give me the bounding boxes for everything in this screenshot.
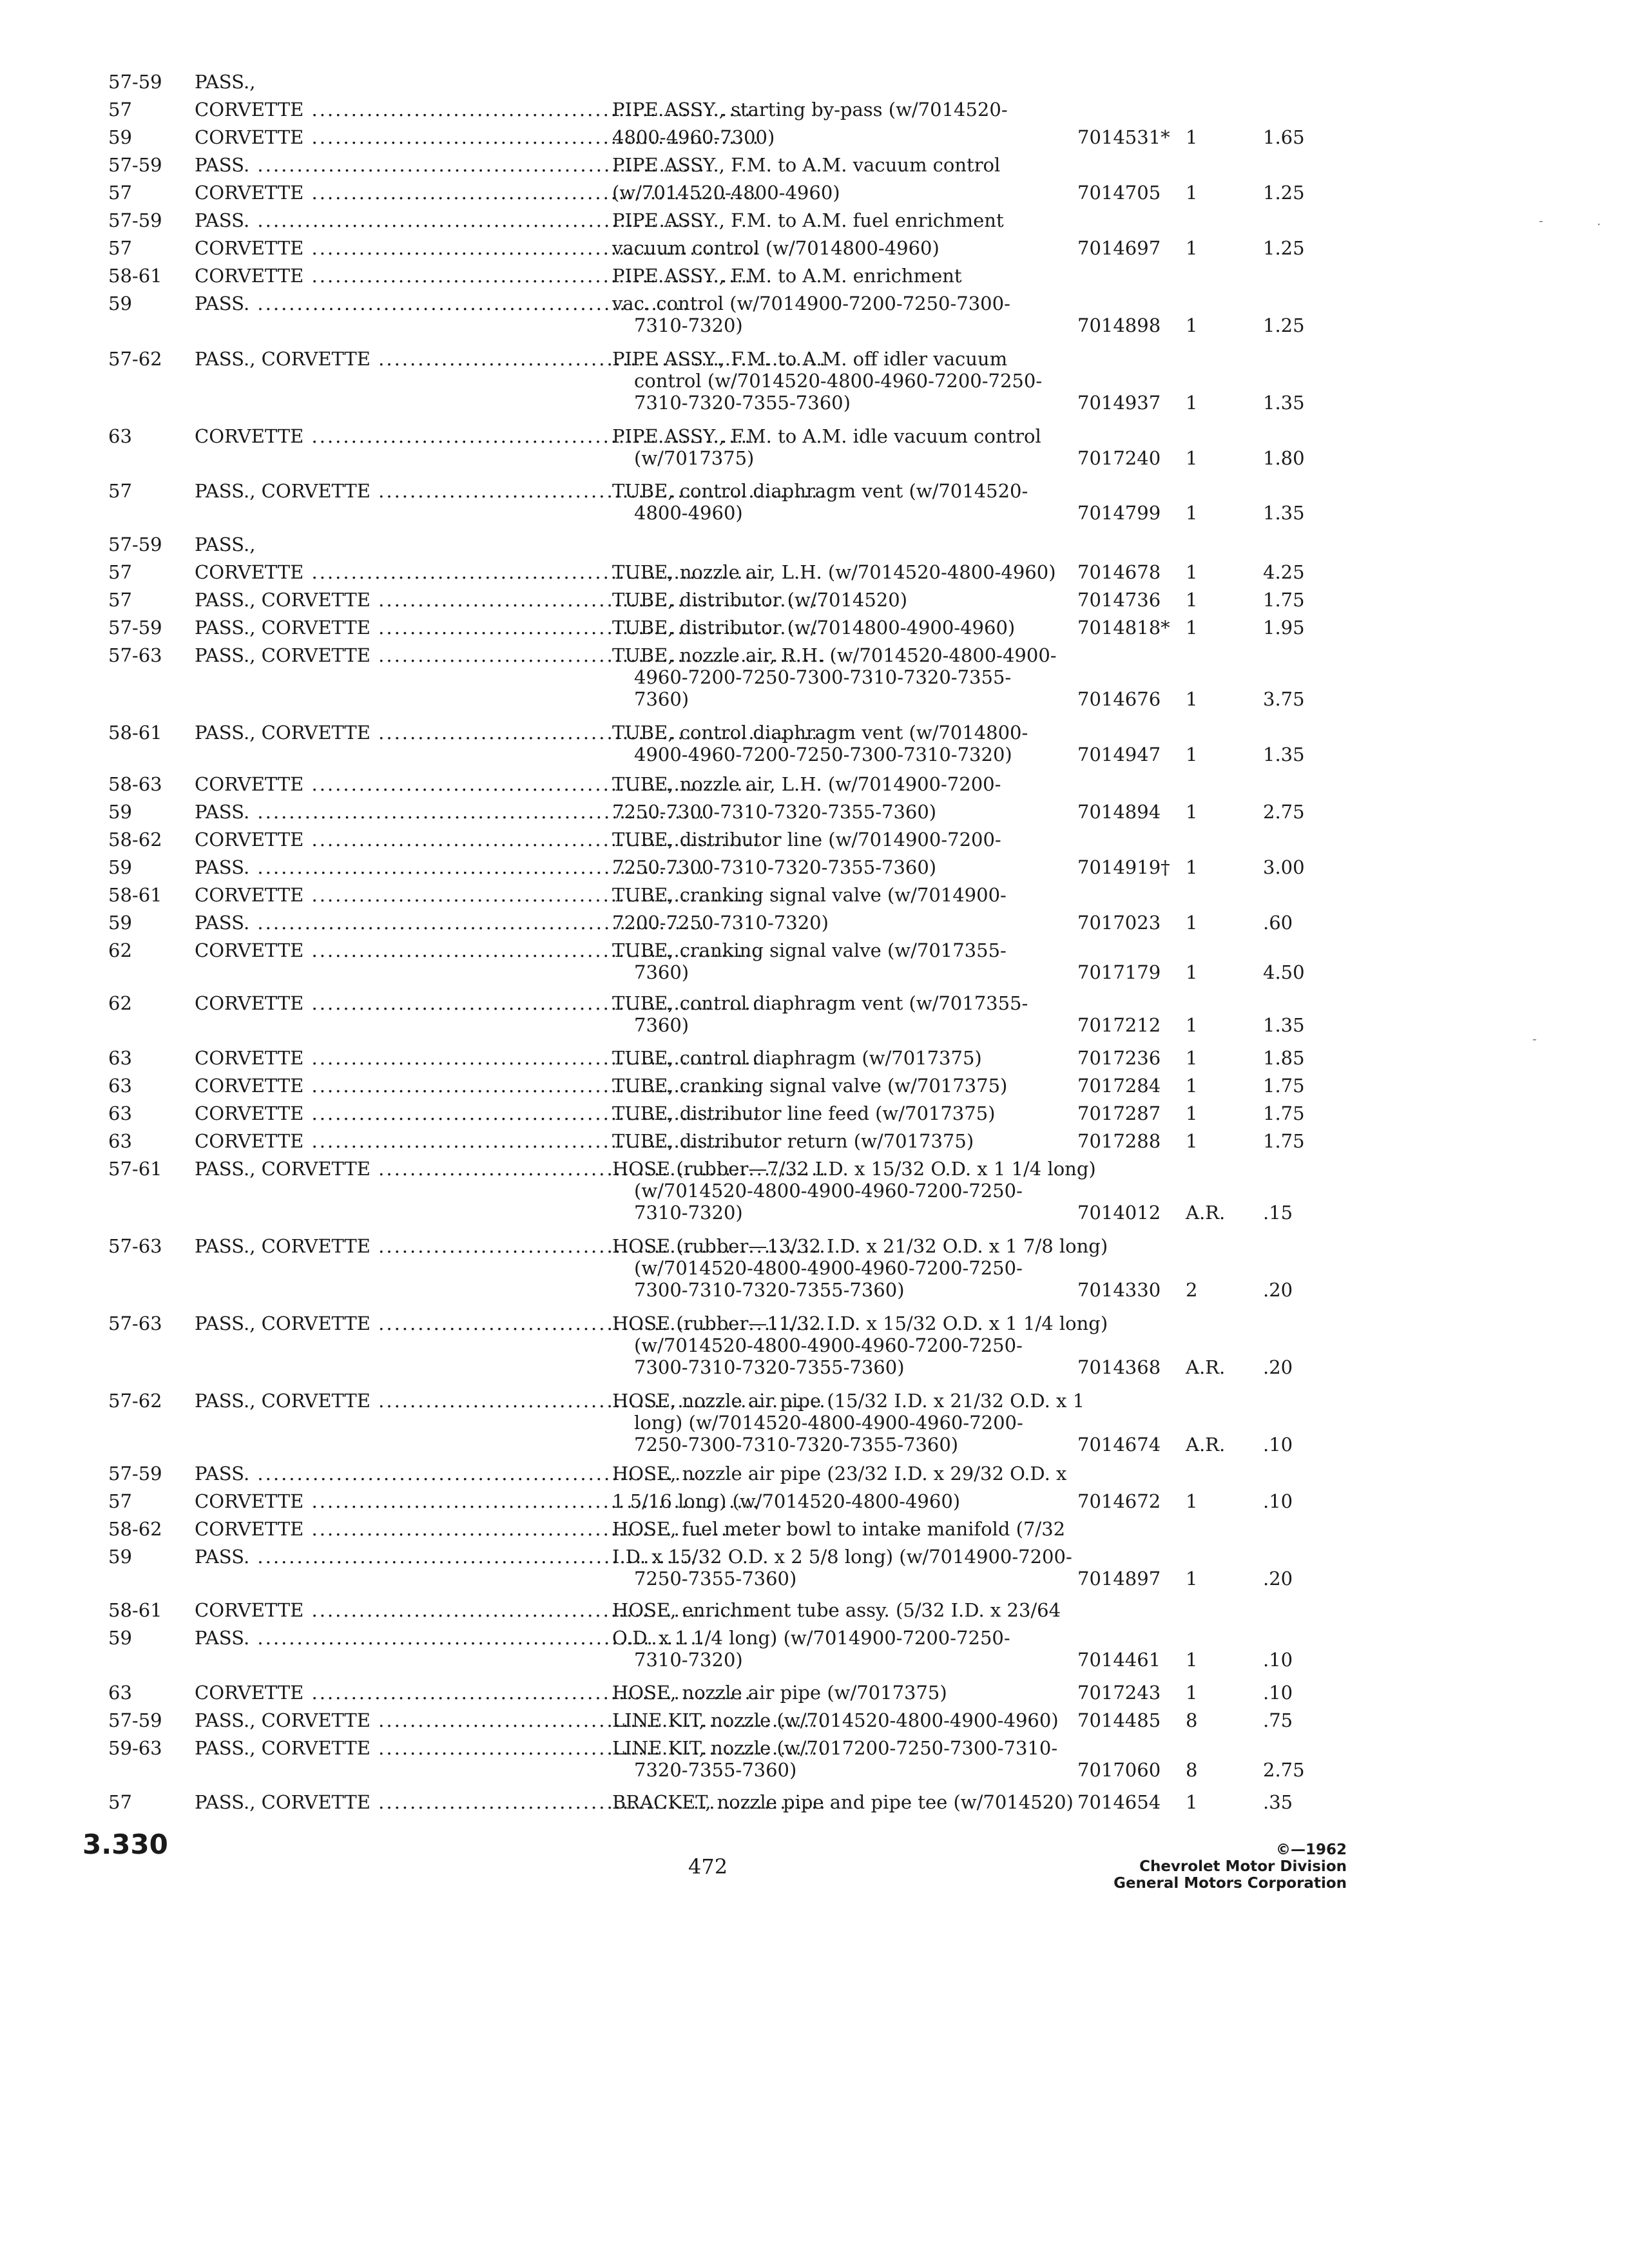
part-number: 7014654 [1077, 1791, 1161, 1813]
year-range: 59 [108, 856, 132, 878]
year-range: 57-59 [108, 1463, 162, 1485]
year-range: 57-59 [108, 1709, 162, 1731]
quantity: 1 [1186, 617, 1198, 639]
model-name: PASS., CORVETTE ..... [195, 1791, 827, 1813]
model-name: CORVETTE ..... [195, 1047, 760, 1069]
part-number: 7014799 [1077, 502, 1161, 524]
model-name: CORVETTE ..... [195, 126, 760, 148]
year-range: 58-61 [108, 265, 162, 287]
model-name: CORVETTE ..... [195, 237, 760, 259]
price: 3.00 [1263, 856, 1305, 878]
price: .20 [1263, 1356, 1293, 1378]
year-range: 57 [108, 237, 132, 259]
part-description-line: vac. control (w/7014900-7200-7250-7300- [612, 293, 1010, 314]
part-description-line: HOSE (rubber—13/32 I.D. x 21/32 O.D. x 1 7/8 long) [612, 1235, 1108, 1257]
year-range: 58-61 [108, 722, 162, 744]
part-description-line: HOSE (rubber—7/32 I.D. x 15/32 O.D. x 1 1/4 long) [612, 1158, 1096, 1180]
part-number: 7017240 [1077, 447, 1161, 469]
model-name: PASS., CORVETTE ..... [195, 722, 827, 744]
quantity: 1 [1186, 1490, 1198, 1512]
model-name: PASS. ..... [195, 801, 706, 823]
year-range: 63 [108, 1130, 132, 1152]
scan-speck: - [1539, 213, 1543, 228]
year-range: 59 [108, 126, 132, 148]
model-name: CORVETTE ..... [195, 1518, 760, 1540]
model-name: CORVETTE ..... [195, 1102, 760, 1124]
model-name: PASS. ..... [195, 856, 706, 878]
year-range: 57-59 [108, 71, 162, 93]
part-number: 7017236 [1077, 1047, 1161, 1069]
quantity: A.R. [1186, 1356, 1226, 1378]
part-number: 7014674 [1077, 1434, 1161, 1456]
part-description-line: 4900-4960-7200-7250-7300-7310-7320) [634, 744, 1012, 765]
year-range: 57 [108, 182, 132, 204]
part-number: 7017288 [1077, 1130, 1161, 1152]
price: 1.25 [1263, 237, 1305, 259]
price: 1.35 [1263, 1014, 1305, 1036]
year-range: 59 [108, 293, 132, 314]
part-number: 7017023 [1077, 912, 1161, 934]
model-name: CORVETTE ..... [195, 884, 760, 906]
part-number: 7014919† [1077, 856, 1170, 878]
quantity: A.R. [1186, 1202, 1226, 1224]
part-description-line: HOSE (rubber—11/32 I.D. x 15/32 O.D. x 1 1/4 long) [612, 1312, 1108, 1334]
part-description-line: 7200-7250-7310-7320) [612, 912, 829, 934]
part-description-line: 4960-7200-7250-7300-7310-7320-7355- [634, 666, 1012, 688]
part-number: 7014947 [1077, 744, 1161, 765]
part-description-line: vacuum control (w/7014800-4960) [612, 237, 940, 259]
part-description-line: 4800-4960-7300) [612, 126, 775, 148]
model-name: CORVETTE ..... [195, 1130, 760, 1152]
part-description-line: BRACKET, nozzle pipe and pipe tee (w/7014520) [612, 1791, 1074, 1813]
part-description-line: TUBE, cranking signal valve (w/7017355- [612, 939, 1007, 961]
quantity: 1 [1186, 1075, 1198, 1097]
part-description-line: TUBE, cranking signal valve (w/7017375) [612, 1075, 1008, 1097]
part-description-line: 7310-7320) [634, 1649, 743, 1671]
quantity: 2 [1186, 1279, 1198, 1301]
part-description-line: TUBE, control diaphragm (w/7017375) [612, 1047, 982, 1069]
part-number: 7014678 [1077, 561, 1161, 583]
year-range: 57-62 [108, 1390, 162, 1412]
part-description-line: 1 5/16 long) (w/7014520-4800-4960) [612, 1490, 961, 1512]
year-range: 59-63 [108, 1737, 162, 1759]
part-number: 7014897 [1077, 1568, 1161, 1590]
model-name: PASS., [195, 71, 256, 93]
model-name: PASS., CORVETTE ..... [195, 1235, 827, 1257]
quantity: 1 [1186, 1568, 1198, 1590]
section-number: 3.330 [82, 1829, 168, 1860]
part-number: 7014368 [1077, 1356, 1161, 1378]
model-name: PASS., CORVETTE ..... [195, 1390, 827, 1412]
model-name: CORVETTE ..... [195, 182, 760, 204]
part-description-line: TUBE, control diaphragm vent (w/7014520- [612, 480, 1028, 502]
year-range: 57-59 [108, 533, 162, 555]
price: .35 [1263, 1791, 1293, 1813]
quantity: 1 [1186, 1047, 1198, 1069]
part-description-line: HOSE, enrichment tube assy. (5/32 I.D. x 23/64 [612, 1599, 1061, 1621]
copyright-notice: ©—1962 [1275, 1841, 1347, 1858]
year-range: 57-59 [108, 209, 162, 231]
price: 1.35 [1263, 744, 1305, 765]
year-range: 59 [108, 912, 132, 934]
part-description-line: control (w/7014520-4800-4960-7200-7250- [634, 370, 1043, 392]
year-range: 58-63 [108, 773, 162, 795]
quantity: 1 [1186, 912, 1198, 934]
model-name: PASS. ..... [195, 154, 706, 176]
part-description-line: 7310-7320) [634, 314, 743, 336]
model-name: PASS., [195, 533, 256, 555]
quantity: 1 [1186, 1791, 1198, 1813]
price: 1.80 [1263, 447, 1305, 469]
quantity: A.R. [1186, 1434, 1226, 1456]
quantity: 1 [1186, 126, 1198, 148]
part-number: 7017284 [1077, 1075, 1161, 1097]
quantity: 1 [1186, 688, 1198, 710]
part-description-line: 7250-7300-7310-7320-7355-7360) [612, 856, 937, 878]
part-description-line: TUBE, distributor return (w/7017375) [612, 1130, 974, 1152]
quantity: 1 [1186, 961, 1198, 983]
year-range: 59 [108, 1546, 132, 1568]
scan-speck: · [1597, 216, 1601, 232]
part-description-line: HOSE, nozzle air pipe (w/7017375) [612, 1682, 947, 1704]
part-description-line: HOSE, nozzle air pipe (15/32 I.D. x 21/32 O.D. x 1 [612, 1390, 1085, 1412]
year-range: 57 [108, 480, 132, 502]
quantity: 1 [1186, 502, 1198, 524]
model-name: CORVETTE ..... [195, 773, 760, 795]
part-description-line: long) (w/7014520-4800-4900-4960-7200- [634, 1412, 1023, 1434]
quantity: 1 [1186, 589, 1198, 611]
quantity: 1 [1186, 1130, 1198, 1152]
quantity: 1 [1186, 1102, 1198, 1124]
part-number: 7014531* [1077, 126, 1170, 148]
quantity: 1 [1186, 1014, 1198, 1036]
division-name: Chevrolet Motor Division [1139, 1858, 1347, 1875]
part-number: 7014012 [1077, 1202, 1161, 1224]
quantity: 1 [1186, 801, 1198, 823]
price: 1.25 [1263, 314, 1305, 336]
year-range: 63 [108, 1102, 132, 1124]
part-description-line: TUBE, distributor line (w/7014900-7200- [612, 829, 1001, 850]
part-number: 7014330 [1077, 1279, 1161, 1301]
model-name: CORVETTE ..... [195, 99, 760, 120]
part-description-line: 7250-7300-7310-7320-7355-7360) [634, 1434, 959, 1456]
part-description-line: 7300-7310-7320-7355-7360) [634, 1279, 905, 1301]
year-range: 63 [108, 1075, 132, 1097]
model-name: CORVETTE ..... [195, 1490, 760, 1512]
part-description-line: (w/7014520-4800-4960) [612, 182, 840, 204]
model-name: CORVETTE ..... [195, 265, 760, 287]
part-description-line: 7310-7320) [634, 1202, 743, 1224]
part-description-line: TUBE, distributor (w/7014520) [612, 589, 908, 611]
price: .20 [1263, 1279, 1293, 1301]
price: .10 [1263, 1434, 1293, 1456]
quantity: 8 [1186, 1709, 1198, 1731]
year-range: 62 [108, 992, 132, 1014]
part-description-line: (w/7014520-4800-4900-4960-7200-7250- [634, 1257, 1023, 1279]
part-description-line: LINE KIT, nozzle (w/7017200-7250-7300-7310- [612, 1737, 1058, 1759]
quantity: 1 [1186, 561, 1198, 583]
price: 1.35 [1263, 502, 1305, 524]
model-name: CORVETTE ..... [195, 1075, 760, 1097]
part-description-line: I.D. x 15/32 O.D. x 2 5/8 long) (w/7014900-7200- [612, 1546, 1072, 1568]
quantity: 1 [1186, 744, 1198, 765]
model-name: PASS., CORVETTE ..... [195, 1158, 827, 1180]
year-range: 57-63 [108, 1235, 162, 1257]
part-number: 7014736 [1077, 589, 1161, 611]
year-range: 58-61 [108, 884, 162, 906]
part-description-line: O.D. x 1 1/4 long) (w/7014900-7200-7250- [612, 1627, 1010, 1649]
price: .15 [1263, 1202, 1293, 1224]
year-range: 57-62 [108, 348, 162, 370]
part-description-line: 7300-7310-7320-7355-7360) [634, 1356, 905, 1378]
part-description-line: PIPE ASSY., F.M. to A.M. vacuum control [612, 154, 1001, 176]
price: 1.75 [1263, 1102, 1305, 1124]
year-range: 57 [108, 589, 132, 611]
model-name: PASS., CORVETTE ..... [195, 1737, 827, 1759]
year-range: 58-61 [108, 1599, 162, 1621]
part-number: 7014461 [1077, 1649, 1161, 1671]
year-range: 58-62 [108, 1518, 162, 1540]
year-range: 57-61 [108, 1158, 162, 1180]
price: 4.50 [1263, 961, 1305, 983]
model-name: PASS. ..... [195, 293, 706, 314]
model-name: CORVETTE ..... [195, 992, 760, 1014]
price: 1.35 [1263, 392, 1305, 414]
part-description-line: PIPE ASSY., F.M. to A.M. enrichment [612, 265, 962, 287]
quantity: 1 [1186, 392, 1198, 414]
model-name: CORVETTE ..... [195, 1599, 760, 1621]
model-name: PASS., CORVETTE ..... [195, 617, 827, 639]
part-description-line: TUBE, cranking signal valve (w/7014900- [612, 884, 1007, 906]
part-description-line: HOSE, nozzle air pipe (23/32 I.D. x 29/32 O.D. x [612, 1463, 1067, 1485]
model-name: PASS., CORVETTE ..... [195, 348, 827, 370]
price: 1.75 [1263, 1075, 1305, 1097]
year-range: 57 [108, 561, 132, 583]
scan-speck: - [1532, 1031, 1537, 1046]
model-name: PASS. ..... [195, 1546, 706, 1568]
year-range: 57 [108, 1490, 132, 1512]
price: .10 [1263, 1490, 1293, 1512]
part-description-line: 4800-4960) [634, 502, 743, 524]
year-range: 57 [108, 99, 132, 120]
part-number: 7014898 [1077, 314, 1161, 336]
page-number: 472 [688, 1854, 728, 1879]
model-name: CORVETTE ..... [195, 939, 760, 961]
price: .20 [1263, 1568, 1293, 1590]
year-range: 63 [108, 1047, 132, 1069]
quantity: 1 [1186, 237, 1198, 259]
part-description-line: LINE KIT, nozzle (w/7014520-4800-4900-4960) [612, 1709, 1059, 1731]
price: 1.75 [1263, 1130, 1305, 1152]
price: 3.75 [1263, 688, 1305, 710]
quantity: 1 [1186, 856, 1198, 878]
price: 1.85 [1263, 1047, 1305, 1069]
model-name: CORVETTE ..... [195, 561, 760, 583]
quantity: 1 [1186, 1649, 1198, 1671]
part-description-line: 7250-7300-7310-7320-7355-7360) [612, 801, 937, 823]
year-range: 57-63 [108, 644, 162, 666]
model-name: PASS. ..... [195, 912, 706, 934]
year-range: 58-62 [108, 829, 162, 850]
part-description-line: PIPE ASSY., F.M. to A.M. idle vacuum control [612, 425, 1041, 447]
quantity: 1 [1186, 447, 1198, 469]
part-description-line: TUBE, distributor line feed (w/7017375) [612, 1102, 996, 1124]
part-description-line: PIPE ASSY., starting by-pass (w/7014520- [612, 99, 1008, 120]
corporation-name: General Motors Corporation [1113, 1875, 1347, 1892]
part-description-line: 7310-7320-7355-7360) [634, 392, 851, 414]
part-number: 7014894 [1077, 801, 1161, 823]
part-number: 7014937 [1077, 392, 1161, 414]
quantity: 8 [1186, 1759, 1198, 1781]
part-description-line: 7320-7355-7360) [634, 1759, 797, 1781]
year-range: 62 [108, 939, 132, 961]
price: .75 [1263, 1709, 1293, 1731]
part-description-line: PIPE ASSY., F.M. to A.M. off idler vacuum [612, 348, 1008, 370]
model-name: CORVETTE ..... [195, 829, 760, 850]
quantity: 1 [1186, 314, 1198, 336]
part-description-line: 7250-7355-7360) [634, 1568, 797, 1590]
part-number: 7017179 [1077, 961, 1161, 983]
model-name: PASS., CORVETTE ..... [195, 480, 827, 502]
year-range: 63 [108, 425, 132, 447]
price: 1.95 [1263, 617, 1305, 639]
part-description-line: TUBE, nozzle air, R.H. (w/7014520-4800-4900- [612, 644, 1057, 666]
part-number: 7014705 [1077, 182, 1161, 204]
model-name: PASS., CORVETTE ..... [195, 1709, 827, 1731]
year-range: 59 [108, 1627, 132, 1649]
price: .60 [1263, 912, 1293, 934]
part-description-line: TUBE, control diaphragm vent (w/7014800- [612, 722, 1028, 744]
model-name: CORVETTE ..... [195, 425, 760, 447]
part-description-line: HOSE, fuel meter bowl to intake manifold (7/32 [612, 1518, 1066, 1540]
year-range: 57-63 [108, 1312, 162, 1334]
price: .10 [1263, 1682, 1293, 1704]
quantity: 1 [1186, 182, 1198, 204]
price: 1.65 [1263, 126, 1305, 148]
part-number: 7017287 [1077, 1102, 1161, 1124]
part-description-line: PIPE ASSY., F.M. to A.M. fuel enrichment [612, 209, 1004, 231]
part-description-line: TUBE, distributor (w/7014800-4900-4960) [612, 617, 1016, 639]
part-number: 7017212 [1077, 1014, 1161, 1036]
model-name: PASS., CORVETTE ..... [195, 1312, 827, 1334]
year-range: 57-59 [108, 617, 162, 639]
year-range: 57 [108, 1791, 132, 1813]
model-name: PASS. ..... [195, 1627, 706, 1649]
year-range: 59 [108, 801, 132, 823]
part-description-line: 7360) [634, 1014, 689, 1036]
part-description-line: TUBE, control diaphragm vent (w/7017355- [612, 992, 1028, 1014]
price: 4.25 [1263, 561, 1305, 583]
part-number: 7017060 [1077, 1759, 1161, 1781]
part-number: 7014485 [1077, 1709, 1161, 1731]
model-name: CORVETTE ..... [195, 1682, 760, 1704]
year-range: 57-59 [108, 154, 162, 176]
year-range: 63 [108, 1682, 132, 1704]
part-number: 7014672 [1077, 1490, 1161, 1512]
part-description-line: TUBE, nozzle air, L.H. (w/7014900-7200- [612, 773, 1001, 795]
copyright-block [1095, 1841, 1347, 1892]
price: .10 [1263, 1649, 1293, 1671]
part-number: 7017243 [1077, 1682, 1161, 1704]
price: 2.75 [1263, 1759, 1305, 1781]
part-description-line: 7360) [634, 688, 689, 710]
part-number: 7014676 [1077, 688, 1161, 710]
part-number: 7014818* [1077, 617, 1170, 639]
part-description-line: TUBE, nozzle air, L.H. (w/7014520-4800-4960) [612, 561, 1056, 583]
part-description-line: (w/7017375) [634, 447, 755, 469]
part-description-line: 7360) [634, 961, 689, 983]
price: 1.75 [1263, 589, 1305, 611]
part-description-line: (w/7014520-4800-4900-4960-7200-7250- [634, 1334, 1023, 1356]
part-number: 7014697 [1077, 237, 1161, 259]
model-name: PASS., CORVETTE ..... [195, 589, 827, 611]
price: 2.75 [1263, 801, 1305, 823]
quantity: 1 [1186, 1682, 1198, 1704]
price: 1.25 [1263, 182, 1305, 204]
model-name: PASS. ..... [195, 209, 706, 231]
part-description-line: (w/7014520-4800-4900-4960-7200-7250- [634, 1180, 1023, 1202]
model-name: PASS. ..... [195, 1463, 706, 1485]
model-name: PASS., CORVETTE ..... [195, 644, 827, 666]
